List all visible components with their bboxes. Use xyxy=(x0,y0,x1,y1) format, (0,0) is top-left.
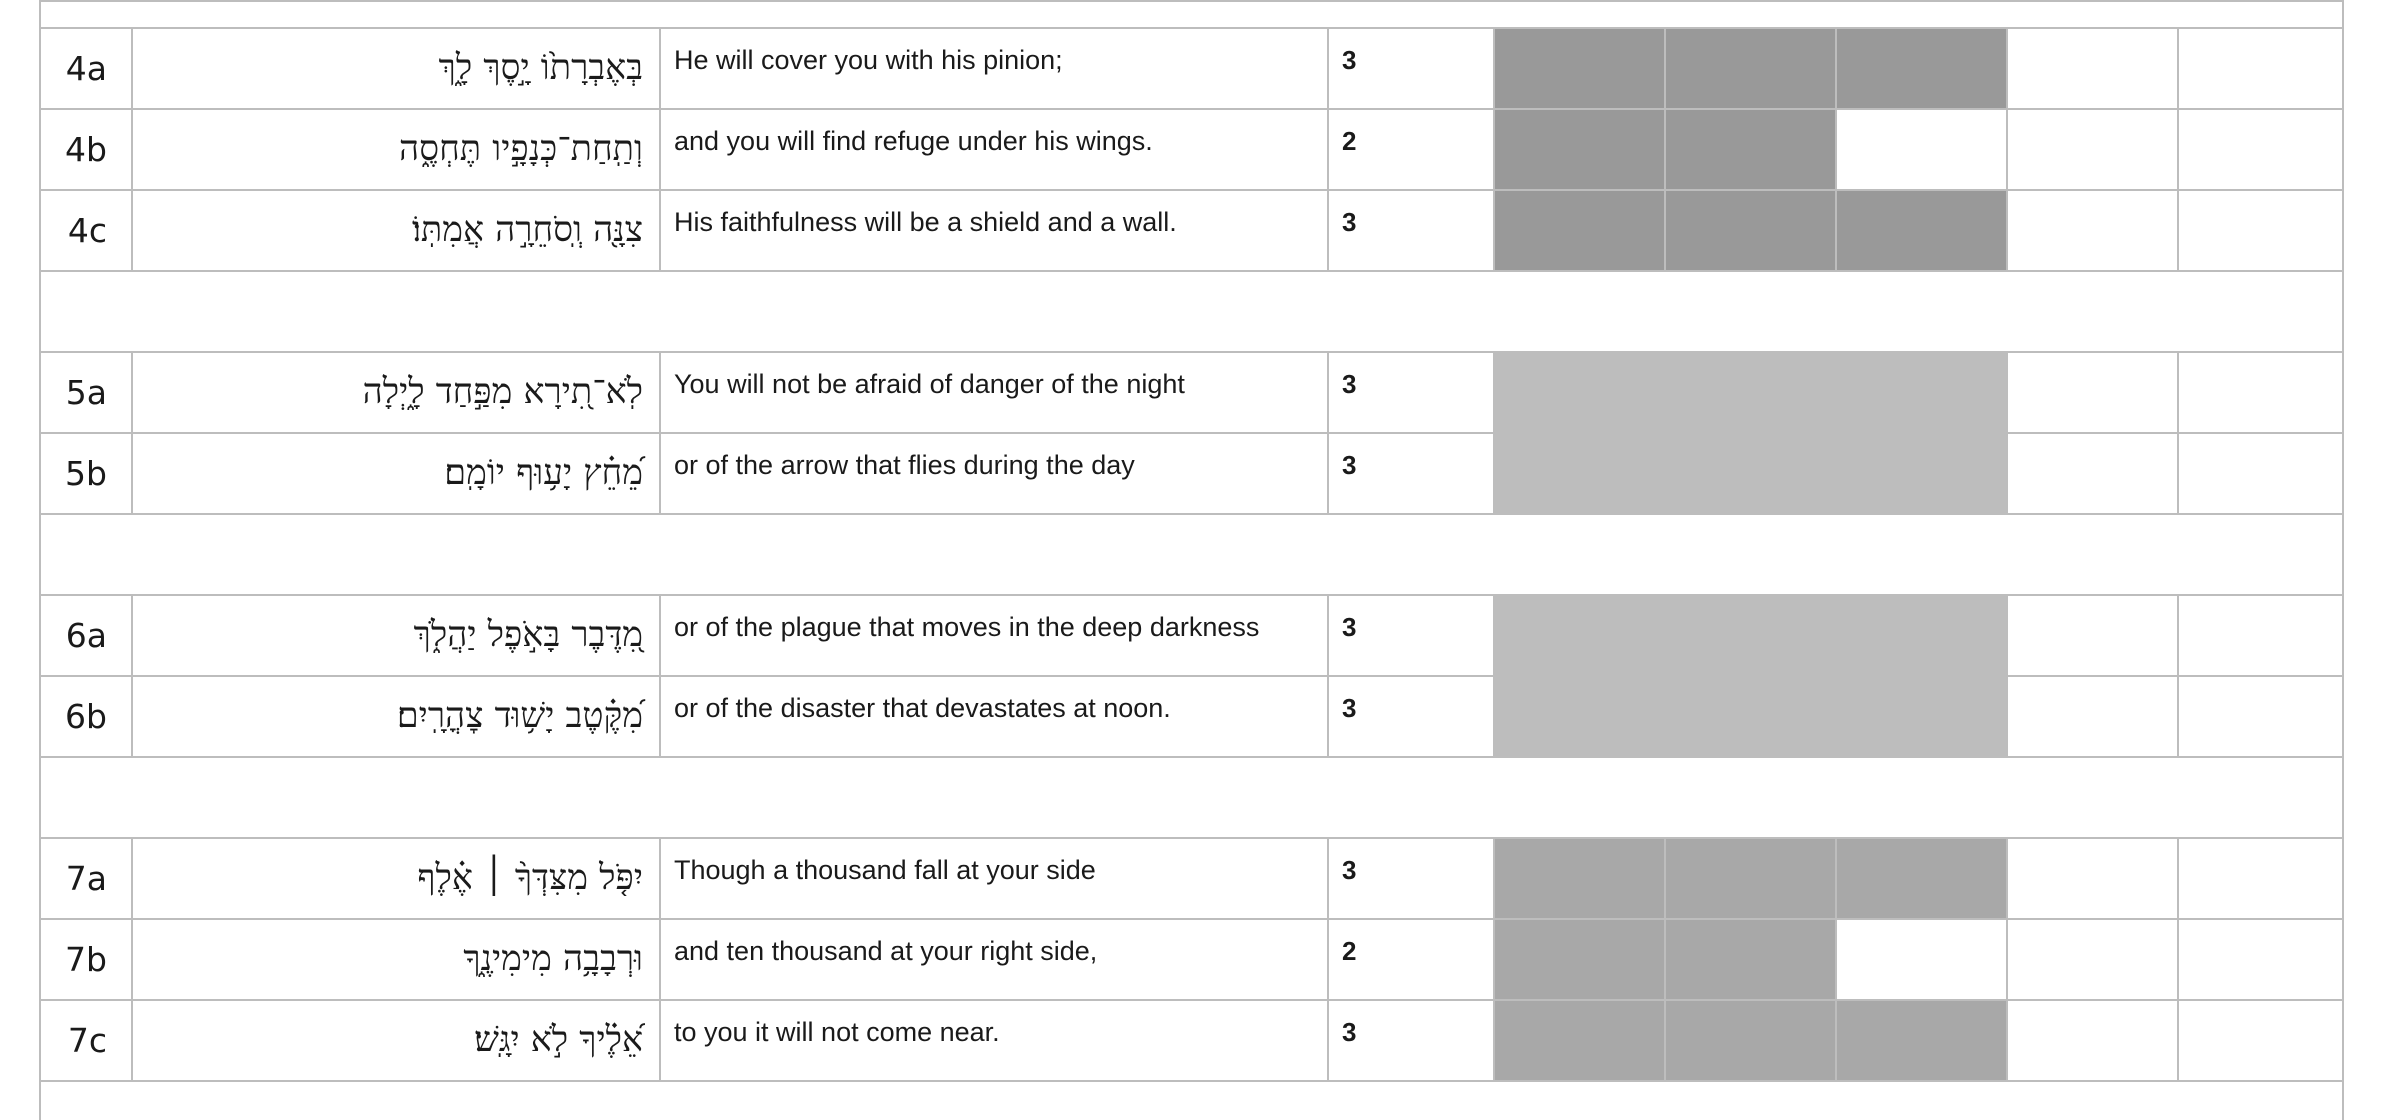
stress-shade-cell xyxy=(1493,919,1664,1000)
stress-shade-cell xyxy=(1835,190,2006,271)
grid-line xyxy=(39,0,2344,2)
stress-shade-cell xyxy=(1493,1000,1664,1081)
table-row xyxy=(39,595,2344,676)
column-divider xyxy=(659,594,661,758)
hebrew-text: יִפֹּ֤ל מִצִּדְּךָ֨ ׀ אֶ֗לֶף xyxy=(417,858,643,898)
hebrew-text: וּרְבָבָ֥ה מִימִינֶ֑ךָ xyxy=(463,939,643,979)
verse-label: 7b xyxy=(65,940,107,979)
stress-count: 3 xyxy=(1342,855,1357,885)
column-divider xyxy=(2177,837,2179,1082)
stress-shade-cell xyxy=(1664,595,1835,676)
english-translation: or of the arrow that flies during the day xyxy=(674,450,1135,480)
verse-label: 4a xyxy=(65,49,107,88)
column-divider xyxy=(131,837,133,1082)
stress-shade-cell xyxy=(1664,433,1835,514)
column-divider xyxy=(1835,837,1837,1082)
grid-line xyxy=(39,675,2344,677)
table-row xyxy=(39,1000,2344,1081)
grid-line xyxy=(39,513,2344,515)
verse-label: 4b xyxy=(65,130,107,169)
hebrew-text: צִנָּ֖ה וְֽסֹחֵרָ֣ה אֲמִתּֽוֹ׃ xyxy=(411,210,643,250)
stress-shade-cell xyxy=(1493,838,1664,919)
stress-shade-cell xyxy=(1835,352,2006,433)
stress-shade-cell xyxy=(1835,433,2006,514)
column-divider xyxy=(2177,351,2179,515)
stress-count: 3 xyxy=(1342,450,1357,480)
stress-shade-cell xyxy=(1835,28,2006,109)
hebrew-text: וְתַֽחַת־כְּנָפָ֣יו תֶּחְסֶ֑ה xyxy=(399,129,643,169)
stress-count: 2 xyxy=(1342,936,1357,966)
column-divider xyxy=(1664,837,1666,1082)
stress-count: 3 xyxy=(1342,207,1357,237)
hebrew-text: מִ֝קֶּ֗טֶב יָשׁ֥וּד צׇהֳרָֽיִם׃ xyxy=(396,696,643,736)
column-divider xyxy=(131,351,133,515)
english-translation: You will not be afraid of danger of the night xyxy=(674,369,1185,399)
verse-label: 7c xyxy=(67,1021,107,1060)
stress-count: 3 xyxy=(1342,612,1357,642)
stress-shade-cell xyxy=(1835,676,2006,757)
table-row xyxy=(39,838,2344,919)
column-divider xyxy=(1493,27,1495,272)
column-divider xyxy=(2006,837,2008,1082)
grid-border xyxy=(39,0,41,1120)
verse-label: 6b xyxy=(65,697,107,736)
verse-table xyxy=(39,0,2344,1120)
english-translation: His faithfulness will be a shield and a wall. xyxy=(674,207,1177,237)
column-divider xyxy=(1493,351,1495,515)
stress-shade-cell xyxy=(1493,433,1664,514)
grid-line xyxy=(39,432,2344,434)
column-divider xyxy=(659,837,661,1082)
stress-shade-cell xyxy=(1493,352,1664,433)
stress-count: 2 xyxy=(1342,126,1357,156)
column-divider xyxy=(1664,27,1666,272)
column-divider xyxy=(1835,27,1837,272)
table-row xyxy=(39,676,2344,757)
column-divider xyxy=(659,351,661,515)
grid-border xyxy=(2342,0,2344,1120)
table-row xyxy=(39,109,2344,190)
stress-shade-cell xyxy=(1493,595,1664,676)
verse-label: 5a xyxy=(65,373,107,412)
english-translation: Though a thousand fall at your side xyxy=(674,855,1096,885)
stress-shade-cell xyxy=(1664,352,1835,433)
table-row xyxy=(39,433,2344,514)
grid-line xyxy=(39,27,2344,29)
english-translation: and ten thousand at your right side, xyxy=(674,936,1098,966)
grid-line xyxy=(39,270,2344,272)
column-divider xyxy=(1327,837,1329,1082)
stress-shade-cell xyxy=(1664,919,1835,1000)
column-divider xyxy=(2006,351,2008,515)
column-divider xyxy=(2006,594,2008,758)
english-translation: He will cover you with his pinion; xyxy=(674,45,1063,75)
stress-shade-cell xyxy=(1664,838,1835,919)
column-divider xyxy=(1493,837,1495,1082)
column-divider xyxy=(1664,594,1666,758)
stress-shade-cell xyxy=(1664,1000,1835,1081)
stress-shade-cell xyxy=(1493,28,1664,109)
hebrew-text: בְּאֶבְרָת֙וֹ יָ֣סֶךְ לָ֑ךְ xyxy=(438,48,643,88)
english-translation: or of the plague that moves in the deep darkness xyxy=(674,612,1260,642)
verse-label: 7a xyxy=(65,859,107,898)
grid-line xyxy=(39,189,2344,191)
verse-label: 4c xyxy=(67,211,107,250)
english-translation: and you will find refuge under his wings. xyxy=(674,126,1153,156)
stress-count: 3 xyxy=(1342,693,1357,723)
column-divider xyxy=(2006,27,2008,272)
verse-label: 5b xyxy=(65,454,107,493)
grid-line xyxy=(39,351,2344,353)
column-divider xyxy=(2177,594,2179,758)
verse-label: 6a xyxy=(65,616,107,655)
stress-shade-cell xyxy=(1493,190,1664,271)
hebrew-text: מִ֭דֶּבֶר בָּאֹ֣פֶל יַהֲלֹ֑ךְ xyxy=(413,615,643,655)
column-divider xyxy=(2177,27,2179,272)
column-divider xyxy=(1835,351,1837,515)
stress-shade-cell xyxy=(1835,595,2006,676)
hebrew-text: לֹֽא־תִ֭ירָא מִפַּ֣חַד לָ֑יְלָה xyxy=(362,372,643,412)
grid-line xyxy=(39,999,2344,1001)
grid-line xyxy=(39,918,2344,920)
stress-shade-cell xyxy=(1835,838,2006,919)
grid-line xyxy=(39,1080,2344,1082)
stress-shade-cell xyxy=(1664,676,1835,757)
grid-line xyxy=(39,837,2344,839)
table-row xyxy=(39,352,2344,433)
hebrew-text: אֵ֝לֶ֗יךָ לֹ֣א יִגָּֽשׁ׃ xyxy=(474,1020,643,1060)
stress-shade-cell xyxy=(1664,28,1835,109)
grid-line xyxy=(39,594,2344,596)
table-row xyxy=(39,28,2344,109)
table-row xyxy=(39,190,2344,271)
column-divider xyxy=(1327,351,1329,515)
stress-count: 3 xyxy=(1342,369,1357,399)
column-divider xyxy=(131,594,133,758)
grid-line xyxy=(39,756,2344,758)
column-divider xyxy=(659,27,661,272)
column-divider xyxy=(1327,594,1329,758)
english-translation: to you it will not come near. xyxy=(674,1017,1000,1047)
column-divider xyxy=(131,27,133,272)
stress-shade-cell xyxy=(1664,190,1835,271)
column-divider xyxy=(1664,351,1666,515)
stress-count: 3 xyxy=(1342,45,1357,75)
column-divider xyxy=(1493,594,1495,758)
column-divider xyxy=(1327,27,1329,272)
stress-shade-cell xyxy=(1664,109,1835,190)
table-row xyxy=(39,919,2344,1000)
grid-line xyxy=(39,108,2344,110)
english-translation: or of the disaster that devastates at noon. xyxy=(674,693,1171,723)
column-divider xyxy=(1835,594,1837,758)
stress-shade-cell xyxy=(1493,676,1664,757)
stress-count: 3 xyxy=(1342,1017,1357,1047)
stress-shade-cell xyxy=(1493,109,1664,190)
hebrew-text: מֵ֝חֵ֗ץ יָע֥וּף יוֹמָֽם׃ xyxy=(444,453,643,493)
stress-shade-cell xyxy=(1835,1000,2006,1081)
